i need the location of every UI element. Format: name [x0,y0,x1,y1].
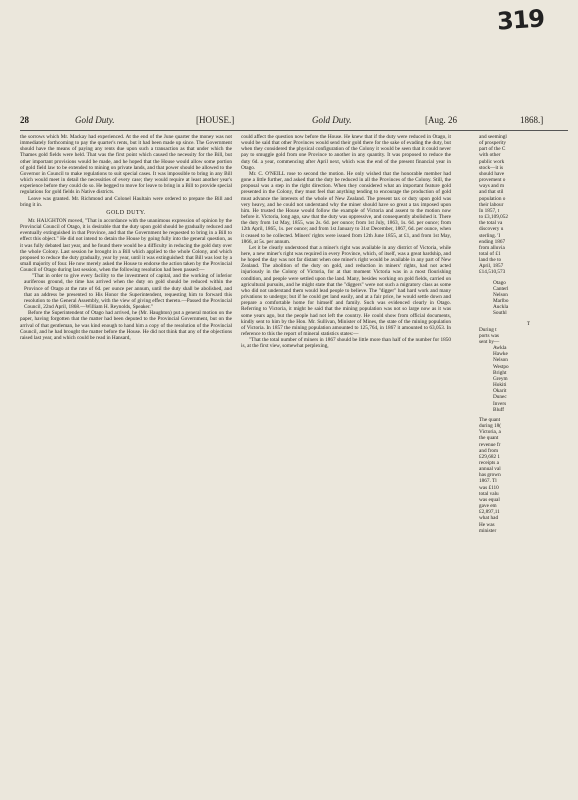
handwritten-folio: 319 [495,4,545,36]
table-stub: Marlbo [493,298,509,305]
text-line: ports was [479,332,499,339]
table-stubs-provinces [479,280,578,317]
table-stub: Okarit [493,388,507,395]
text-line: during 18( [479,423,502,430]
table-stub: Bluff [493,406,504,413]
truncated-lines-c [479,417,578,534]
section-heading: GOLD DUTY. [106,209,146,216]
text-line: and that stil [479,189,504,196]
table-stub: Dunec [493,394,507,401]
table-stub: Westpo [493,363,509,370]
text-line: what had [479,515,499,522]
text-line: from alluvia [479,244,505,251]
table-stub: Nelson [493,291,508,298]
text-line: annual val [479,466,501,473]
text-line: ways and m [479,183,505,190]
table-stub: Hokiti [493,382,507,389]
table-stub: Bright [493,369,507,376]
text-line: The quant [479,416,501,423]
text-line: receipts a [479,459,499,466]
page-number: 28 [20,115,29,125]
text-line: revenue fr [479,441,501,448]
text-line: April, 1857 [479,263,504,270]
table-stub: Canterl [493,285,509,292]
text-line: to £3,109,052 [479,214,509,221]
paragraph: Mr. C. O'NEILL rose to second the motion. He only wished that the honorable member had gone a little further, and asked that the duty be reduced in all the Provinces of the Colony. Still, the proposal was a step in the right direction. When they considered what an important feature gold presented in the Colony, they must feel that anything tending to encourage the production of gold must advance the interests of the whole of New Zealand. The present tax or duty upon gold was very heavy, and he could not understand why the miner should have so great a tax imposed upon him. He trusted the House would follow the example of Victoria and assent to the motion now before it. Victoria, long ago, saw that the duty was oppressive, and consequently abolished it. There the duty from 1st May, 1855, was 2s. 6d. per ounce; from 1st July, 1863, 1s. 6d. per ounce; from 12th April, 1865, 1s. per ounce; and from 1st January to 31st December, 1867, 6d. per ounce, when it ceased to be collected. Miners' rights were issued from 12th June 1855, at £1, and from 1st May, 1866, at 5s. per annum. [241,170,451,245]
text-line: with other [479,152,501,159]
text-line: 1867. Tl [479,478,497,485]
header-rule [20,130,568,131]
text-line: During t [479,326,497,333]
table-stub: Hawke [493,351,508,358]
text-line: sent by— [479,339,500,345]
quoted-resolution: "That in order to give every facility to the investment of capital, and the working of inferior auriferous ground, the time has arrived when the duty on gold should be reduced within the Province of Otago at the rate of 6d. per ounce per annum, until the duty shall be abolished, and that an address be presented to His Honor the Superintendent, requesting him to forward this resolution to the General Assembly, with the view of giving effect thereto.—Passed the Provincial Council, 22nd April, 1868.—William H. Reynolds, Speaker." [24,273,232,311]
text-line: provement o [479,177,506,184]
text-line: gave em [479,503,497,510]
text-line: has grown [479,472,501,479]
text-line: their labour [479,201,504,208]
text-line: total valu [479,490,499,497]
running-title-right: Gold Duty. [312,115,352,125]
running-year: 1868.] [520,115,544,125]
paragraph: the sorrows which Mr. Mackay had experienced. At the end of the June quarter the money was not immediately forthcoming to pay the quarter's rents, but it had been made up since. The Government should have the means of paying any rents due upon such a transaction as that under which the Thames gold fields were held. That was the first point which caused the necessity for the Bill, but other important provisions would be made, and he hoped that the House would allow some portion of gold field law to be extended to mining on private lands, and that power should be allowed to the Governor in Council to make regulations to suit special cases. It was impossible to bring in any Bill which would meet in detail the necessities of every case; they would require at least another year's experience before they could do so. He begged to move for leave to bring in a Bill to provide special regulations for gold fields in Native districts. [20,134,232,196]
truncated-lines-b [479,327,578,345]
table-stub: Greym [493,375,508,382]
truncated-lines-a [479,134,578,276]
running-house: [HOUSE.] [196,115,235,125]
text-line: part of the C [479,146,506,153]
running-head [20,115,568,129]
text-line: £2,897,11 [479,509,500,516]
text-line: was £110 [479,484,499,491]
text-line: minister [479,527,497,534]
text-line: and from [479,447,499,454]
running-title-left: Gold Duty. [75,115,115,125]
text-line: In 1857, t [479,207,500,214]
text-line: public work [479,158,505,165]
column-middle [241,134,451,794]
text-line: of prosperity [479,140,506,147]
table-stub: Invers [493,400,507,407]
text-line: was equal [479,496,500,503]
text-line: ending 1867 [479,238,506,245]
column-right-cropped [479,134,578,794]
text-line: population o [479,195,506,202]
paragraph: Leave was granted. Mr. Richmond and Colonel Haultain were ordered to prepare the Bill and bring it in. [20,195,232,208]
column-left [20,134,232,794]
table-stub: Southl [493,310,507,317]
paragraph: Let it be clearly understood that a miner's right was available in any district of Victoria, while here, a new miner's right was required in every Province, which, of itself, was a great hardship, and he hoped the day was not far distant when one miner's right would be available in any part of New Zealand. The abolition of the duty on gold, and reduction in miners' rights, had not acted injuriously in the Colony of Victoria, for at that moment Victoria was in a most flourishing condition, and people were settled upon the land. Many, besides working on gold fields, carried on agricultural pursuits, and he might state that the "diggers" were not such a migratory class as some who did not understand them would lead people to believe. The "digger" had hard work and many privations to undergo; but if he could get land easily, and at a fair price, he would settle down and prepare a comfortable home for himself and family. Such was evidenced clearly in Otago. Referring to Victoria, it might be said that the mining population was not so large now as it was some years ago, but the people had not left the country. He could show from official documents, kindly sent to him by the Hon. Mr. Sullivan, Minister of Mines, the state of the mining population of Victoria. In 1857 the mining population amounted to 125,764, in 1867 it amounted to 63,053. In reference to this the report of mineral statistics states:— [241,244,451,337]
paragraph: Mr. HAUGHTON moved, "That in accordance with the unanimous expression of opinion by the Provincial Council of Otago, it is desirable that the duty upon gold should be gradually reduced and eventually extinguished in that Province, and that the Government be requested to bring in a Bill to effect this object." He did not intend to detain the House by going fully into the general question, as it was fully debated last year, and he found there would be a difficulty in reducing the gold duty over the whole Colony. Last session he brought in a Bill which applied to the whole Colony, and which proposed to reduce the duty gradually, year by year, until it was extinguished: that Bill was lost by a small majority of four. He now merely asked the House to endorse the action taken by the Provincial Council of Otago during last session, when the following resolution had been passed:— [20,217,232,274]
table-heading-stub: T [526,320,531,327]
text-line: £14,510,573 [479,269,506,276]
text-line: total of £1 [479,250,501,257]
text-line: should have [479,170,505,177]
text-line: He was [479,521,495,528]
text-line: £29,682 1 [479,453,500,460]
text-line: Victoria, a [479,429,501,436]
paragraph: could affect the question now before the House. He knew that if the duty were reduced in Otago, it would be said that other Provinces would send their gold there for the sake of evading the duty, but when they considered the physical configuration of the Colony it would be seen that it could never pay to smuggle gold from one Province to another in any quantity. It was proposed to reduce the duty 6d. a year, commencing after April next, which was the end of the present financial year in Otago. [241,134,451,171]
table-stub: Auckla [493,304,509,311]
text-line: the total va [479,220,503,227]
table-stub: Otago [493,279,506,286]
text-line: land the to [479,257,502,264]
table-stub: Nelson [493,357,508,364]
table-stubs-ports [479,345,578,413]
text-line: the quant [479,435,499,442]
text-line: and seemingl [479,134,507,140]
text-line: sterling. 'I [479,232,501,239]
text-line: discovery u [479,226,504,233]
paragraph: Before the Superintendent of Otago had arrived, he (Mr. Haughton) put a general motion on the paper, having forgotten that the matter had been deputed to the Provincial Government, but on the arrival of that gentleman, he was kind enough to hand him a copy of the resolution of the Provincial Council, and he had brought the matter before the House. He did not think that any of the objections raised last year, and which could be read in Hansard, [20,310,232,341]
quoted-report: "That the total number of miners in 1867 should be little more than half of the number for 1850 is, at the first view, somewhat perplexing, [241,337,451,350]
running-date: [Aug. 26 [425,115,457,125]
text-line: stock—it is [479,164,504,171]
table-stub: Awkla [493,345,507,352]
